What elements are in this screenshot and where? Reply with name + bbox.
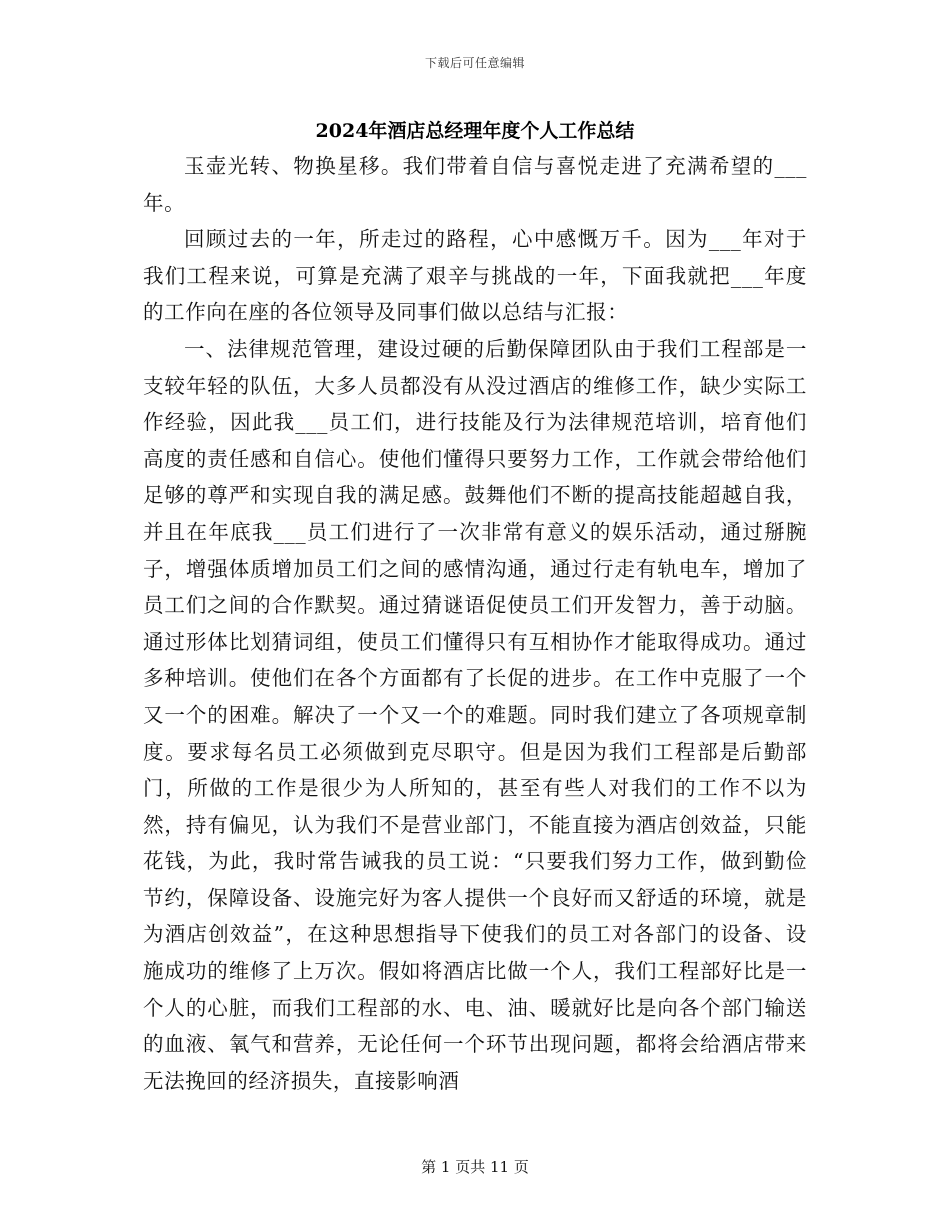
page-number-footer: 第 1 页共 11 页 — [421, 1158, 529, 1176]
document-title: 2024年酒店总经理年度个人工作总结 — [315, 120, 635, 142]
paragraph-review: 回顾过去的一年，所走过的路程，心中感慨万千。因为___年对于我们工程来说，可算是充满了艰辛与挑战的一年，下面我就把___年度的工作向在座的各位领导及同事们做以总结与汇报： — [143, 227, 807, 325]
paragraph-intro: 玉壶光转、物换星移。我们带着自信与喜悦走进了充满希望的___年。 — [143, 154, 807, 215]
paragraph-section-one: 一、法律规范管理，建设过硬的后勤保障团队由于我们工程部是一支较年轻的队伍，大多人员都没有从没过酒店的维修工作，缺少实际工作经验，因此我___员工们，进行技能及行为法律规范培训，培育他们高度的责任感和自信心。使他们懂得只要努力工作，工作就会带给他们足够的尊严和实现自我的满足感。鼓舞他们不断的提高技能超越自我，并且在年底我___员工们进行了一次非常有意义的娱乐活动，通过掰腕子，增强体质增加员工们之间的感情沟通，通过行走有轨电车，增加了员工们之间的合作默契。通过猜谜语促使员工们开发智力，善于动脑。通过形体比划猜词组，使员工们懂得只有互相协作才能取得成功。通过多种培训。使他们在各个方面都有了长促的进步。在工作中克服了一个又一个的困难。解决了一个又一个的难题。同时我们建立了各项规章制度。要求每名员工必须做到克尽职守。但是因为我们工程部是后勤部门，所做的工作是很少为人所知的，甚至有些人对我们的工作不以为然，持有偏见，认为我们不是营业部门，不能直接为酒店创效益，只能花钱，为此，我时常告诫我的员工说：“只要我们努力工作，做到勤俭节约，保障设备、设施完好为客人提供一个良好而又舒适的环境，就是为酒店创效益”，在这种思想指导下使我们的员工对各部门的设备、设施成功的维修了上万次。假如将酒店比做一个人，我们工程部好比是一个人的心脏，而我们工程部的水、电、油、暖就好比是向各个部门输送的血液、氧气和营养，无论任何一个环节出现问题，都将会给酒店带来无法挽回的经济损失，直接影响酒 — [143, 336, 807, 1093]
header-note: 下载后可任意编辑 — [424, 56, 525, 70]
document-body — [143, 148, 807, 1099]
